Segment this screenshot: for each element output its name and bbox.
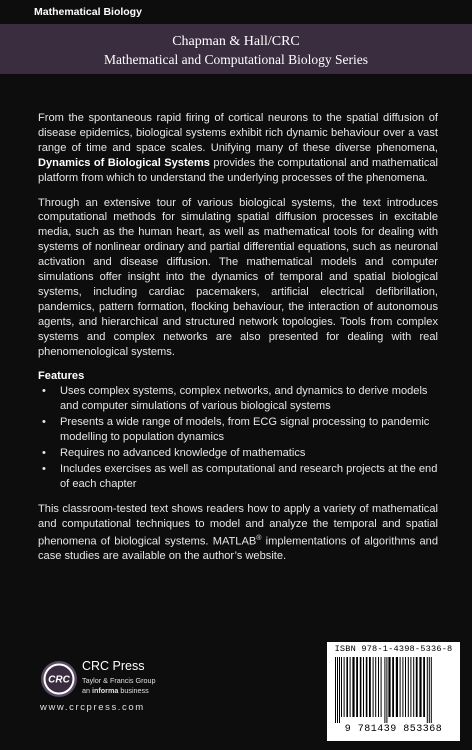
barcode-bar [402,657,403,717]
feature-text: Presents a wide range of models, from ECG signal processing to pandemic modelling to population dynamics [60,416,430,444]
series-title: Mathematical and Computational Biology Series [104,52,368,67]
barcode-bar [363,657,364,717]
list-item [38,462,438,492]
barcode-bar [416,657,418,717]
barcode-bar [378,657,379,717]
logo-text: CRC [48,674,70,686]
barcode-bar [410,657,411,717]
bullet-icon: • [42,385,46,398]
barcode-bar [431,657,432,723]
barcode-bar [419,657,421,717]
barcode-bar [360,657,362,717]
barcode-bar [381,657,382,717]
closing-paragraph [38,502,438,564]
series-banner [0,24,472,74]
feature-text: Requires no advanced knowledge of mathematics [60,447,306,460]
barcode-bar [408,657,409,717]
publisher-business [82,686,149,695]
barcode-digits: 9 781439 853368 [344,724,443,735]
barcode-bar [339,657,340,723]
crc-logo-icon [40,660,78,698]
back-cover-blurb [38,111,438,574]
intro-text-start: From the spontaneous rapid firing of cortical neurons to the spatial diffusion of disease epidemics, biological systems exhibit rich dynamic behaviour over a vast range of time and space scales. Unifying many of these diverse phenomena, [38,112,438,154]
barcode-bar [392,657,394,717]
barcode-bar [386,657,387,723]
features-heading: Features [38,369,85,382]
bullet-icon: • [42,416,46,429]
barcode-bar [373,657,374,717]
barcode-bar [405,657,406,717]
barcode-bar [384,657,385,723]
business-prefix: an [82,686,92,695]
barcode-bar [400,657,401,717]
barcode-bar [346,657,348,717]
barcode-bar [413,657,414,717]
barcode-bar [388,657,390,717]
barcode-bar [344,657,345,717]
closing-text-start: This classroom-tested text shows readers how to apply a variety of mathematical and computational techniques to model and analyze the temporal and spatial phenomena of biological systems. MATLAB [38,502,438,548]
barcode-bar [337,657,338,723]
barcode-bar [369,657,371,717]
isbn-barcode-box [327,642,460,741]
list-item [38,446,438,461]
barcode-bar [352,657,354,717]
barcode-bar [375,657,376,717]
barcode-bar [341,657,342,717]
overview-paragraph: Through an extensive tour of various biological systems, the text introduces computational methods for simulating spatial diffusion processes in excitable media, such as the human heart, as well as mathematical tools for dealing with systems of nonlinear ordinary and partial differential equations, such as neuronal activation and disease diffusion. The mathematical models and computer simulations offer insight into the dynamics of temporal and spatial biological systems, including cardiac pacemakers, artificial electrical defibrillation, pandemics, pattern formation, flocking behaviour, the interaction of autonomous agents, and hierarchical and structured network topologies. Tools from complex systems and complex networks are also presented for dealing with real phenomenological systems. [38,196,438,358]
barcode-bar [423,657,425,717]
publisher-name: CRC Press [82,659,145,673]
registered-mark: ® [256,534,262,542]
bullet-icon: • [42,462,46,475]
barcode-bar [356,657,358,717]
closing-text-end: implementations of algorithms and case studies are available on the author’s website. [38,535,439,563]
publisher-website: www.crcpress.com [40,702,145,713]
barcode-bar [366,657,368,717]
barcode-bar [427,657,428,723]
list-item [38,415,438,445]
barcode-bar [396,657,398,717]
category-label: Mathematical Biology [34,6,142,18]
business-bold: informa [92,686,119,695]
list-item [38,384,438,414]
series-publisher: Chapman & Hall/CRC [172,34,300,49]
bullet-icon: • [42,447,46,460]
publisher-group: Taylor & Francis Group [82,676,156,685]
intro-paragraph [38,111,438,186]
barcode-icon [333,657,454,723]
barcode-bar [350,657,351,717]
barcode-bar [429,657,430,723]
isbn-label: ISBN 978-1-4398-5336-8 [334,644,453,654]
business-suffix: business [118,686,149,695]
barcode-bar [335,657,336,723]
feature-text: Includes exercises as well as computational and research projects at the end of each chapter [60,462,438,490]
intro-text-end: provides the computational and mathematical platform from which to understand the underlying processes of the phenomena. [38,156,438,184]
book-title-bold: Dynamics of Biological Systems [38,156,210,169]
feature-text: Uses complex systems, complex networks, and dynamics to derive models and computer simulations of various biological systems [60,385,428,413]
features-list [38,384,438,491]
